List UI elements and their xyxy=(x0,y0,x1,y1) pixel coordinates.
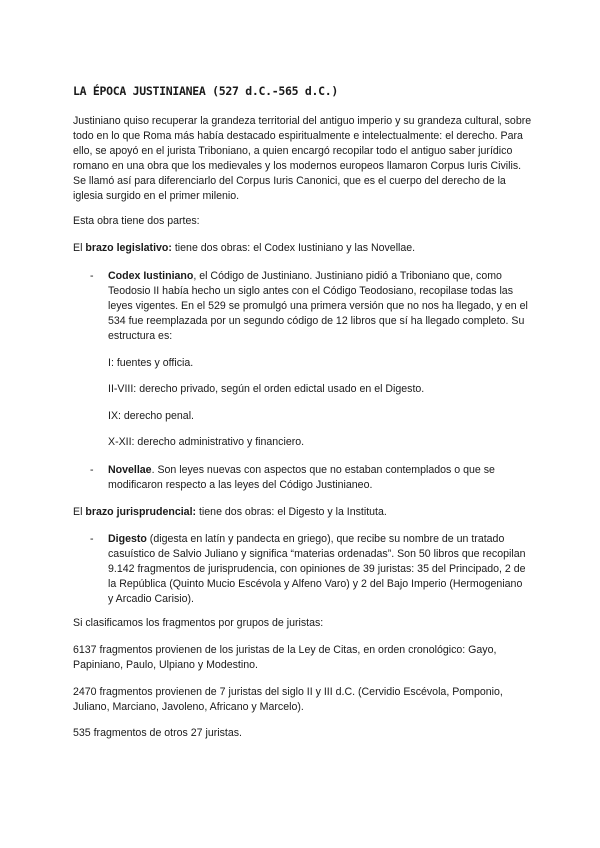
digesto-label: Digesto xyxy=(108,533,147,545)
list-dash: - xyxy=(90,533,94,545)
codex-item xyxy=(108,269,528,344)
digesto-text: (digesta en latín y pandecta en griego), que recibe su nombre de un tratado casuístico de Salvio Juliano y significa “materias ordenadas”. Son 50 libros que recopilan 9.142 fragmentos de jurisprudencia, con opiniones de 39 juristas: 35 del Principado, 2 de la República (Quinto Mucio Escévola y Alfeno Varo) y 2 del Bajo Imperio (Hermogeniano y Arcadio Carisio). xyxy=(108,533,526,605)
structure-item: I: fuentes y officia. xyxy=(108,357,194,369)
codex-label: Codex Iustiniano xyxy=(108,270,194,282)
novellae-text: . Son leyes nuevas con aspectos que no estaban contemplados o que se modificaron respecto a las leyes del Código Justinianeo. xyxy=(108,464,495,491)
structure-item: IX: derecho penal. xyxy=(108,410,194,422)
group-paragraph: 2470 fragmentos provienen de 7 juristas del siglo II y III d.C. (Cervidio Escévola, Pomponio, Juliano, Marciano, Javoleno, Africano y Marcelo). xyxy=(73,686,503,713)
list-dash: - xyxy=(90,270,94,282)
jurisprudential-arm-label: brazo jurisprudencial: xyxy=(85,506,197,518)
group-paragraph: 535 fragmentos de otros 27 juristas. xyxy=(73,727,243,739)
two-parts-paragraph: Esta obra tiene dos partes: xyxy=(73,215,200,227)
legislative-arm-paragraph xyxy=(73,241,533,256)
structure-item: II-VIII: derecho privado, según el orden edictal usado en el Digesto. xyxy=(108,383,425,395)
legislative-arm-text: tiene dos obras: el Codex Iustiniano y las Novellae. xyxy=(171,242,416,254)
jurisprudential-prefix: El xyxy=(73,506,86,518)
legislative-arm-label: brazo legislativo: xyxy=(85,242,172,254)
intro-paragraph: Justiniano quiso recuperar la grandeza territorial del antiguo imperio y su grandeza cultural, sobre todo en lo que Roma más había destacado espiritualmente e intelectualmente: el derecho. Para ello, se apoyó en el jurista Triboniano, a quien encargó recopilar todo el antiguo saber jurídico romano en una obra que los medievales y los modernos europeos llamaron Corpus Iuris Civilis. Se llamó así para diferenciarlo del Corpus Iuris Canonici, que es el cuerpo del derecho de la iglesia surgido en el primer milenio. xyxy=(73,115,532,202)
list-dash: - xyxy=(90,464,94,476)
legislative-prefix: El xyxy=(73,242,86,254)
structure-item: X-XII: derecho administrativo y financiero. xyxy=(108,436,305,448)
digesto-item xyxy=(108,532,528,607)
classify-paragraph: Si clasificamos los fragmentos por grupos de juristas: xyxy=(73,617,324,629)
jurisprudential-arm-paragraph xyxy=(73,505,533,520)
page-title: LA ÉPOCA JUSTINIANEA (527 d.C.-565 d.C.) xyxy=(73,84,338,98)
novellae-item xyxy=(108,463,528,493)
group-paragraph: 6137 fragmentos provienen de los juristas de la Ley de Citas, en orden cronológico: Gayo, Papiniano, Paulo, Ulpiano y Modestino. xyxy=(73,644,497,671)
jurisprudential-arm-text: tiene dos obras: el Digesto y la Instituta. xyxy=(196,506,387,518)
novellae-label: Novellae xyxy=(108,464,152,476)
codex-text: , el Código de Justiniano. Justiniano pidió a Triboniano que, como Teodosio II había hecho un siglo antes con el Código Teodosiano, recopilase todas las leyes vigentes. En el 529 se promulgó una primera versión que no nos ha llegado, y en el 534 fue reemplazada por un segundo código de 12 libros que sí ha llegado completo. Su estructura es: xyxy=(108,270,528,342)
